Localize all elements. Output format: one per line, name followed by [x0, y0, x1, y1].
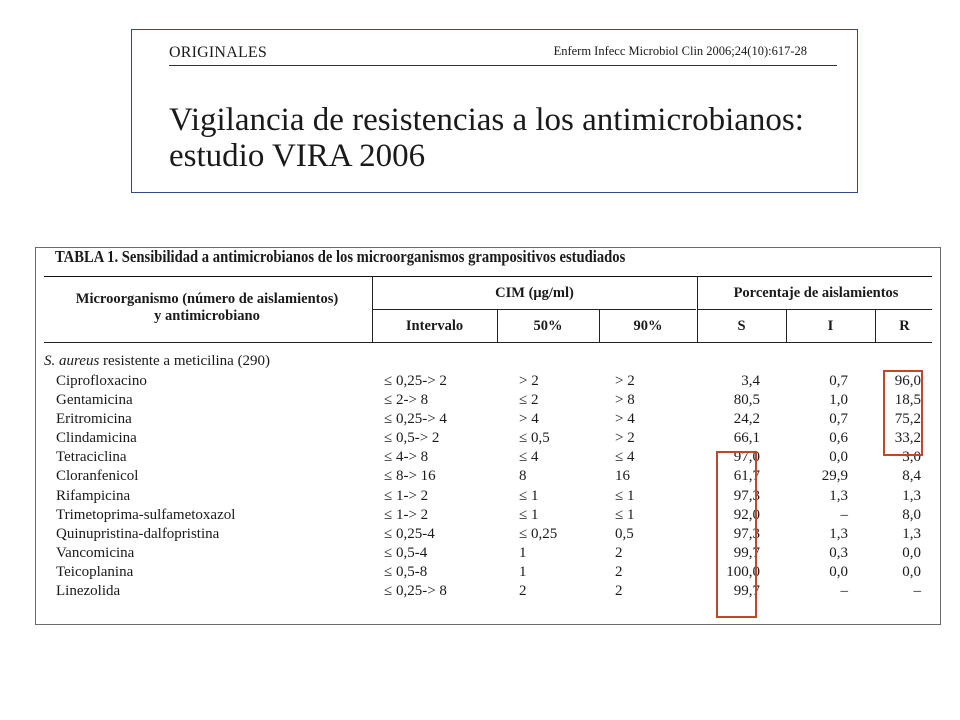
- pct-intermediate: –: [840, 583, 848, 600]
- antimicrobial-name: Rifampicina: [56, 487, 131, 504]
- pct-resistant: 0,0: [902, 563, 921, 580]
- table-row: [36, 582, 940, 601]
- pct-intermediate: 0,7: [829, 373, 848, 389]
- cim-50: 1: [519, 544, 527, 561]
- pct-susceptible: 61,7: [733, 468, 760, 485]
- antimicrobial-name: Clindamicina: [56, 430, 137, 447]
- pct-intermediate: 1,3: [829, 487, 848, 504]
- cim-90: 2: [615, 563, 623, 580]
- cim-interval: ≤ 0,5-8: [384, 563, 428, 580]
- cim-interval: ≤ 0,5-4: [384, 544, 428, 561]
- antimicrobial-name: Linezolida: [56, 583, 121, 600]
- pct-susceptible: 100,0: [726, 563, 760, 580]
- cim-50: ≤ 1: [519, 506, 539, 523]
- antimicrobial-name: Quinupristina-dalfopristina: [56, 525, 220, 542]
- pct-resistant: 1,3: [902, 487, 921, 504]
- col-header-organism-line2: y antimicrobiano: [154, 308, 260, 324]
- antimicrobial-name: Gentamicina: [56, 392, 133, 409]
- table-body: [36, 372, 940, 601]
- pct-susceptible: 97,3: [733, 525, 760, 542]
- col-header-90: 90%: [633, 318, 663, 334]
- antimicrobial-name: Vancomicina: [56, 544, 135, 561]
- antimicrobial-name: Cloranfenicol: [56, 468, 139, 485]
- pct-intermediate: 0,3: [829, 544, 848, 561]
- cim-interval: ≤ 0,25-> 2: [384, 373, 447, 389]
- article-title: [169, 102, 849, 174]
- table-row: [36, 487, 940, 506]
- table-row: [36, 544, 940, 563]
- header-bottom-rule: [44, 342, 932, 343]
- table-row: [36, 563, 940, 582]
- pct-resistant: –: [913, 583, 921, 600]
- table-row: [36, 429, 940, 448]
- cim-90: 0,5: [615, 525, 634, 542]
- col-header-cim: CIM (μg/ml): [495, 285, 574, 301]
- pct-resistant: 33,2: [894, 430, 921, 447]
- col-header-r: R: [899, 318, 910, 334]
- pct-intermediate: –: [840, 506, 848, 523]
- table-top-rule: [44, 276, 932, 277]
- pct-intermediate: 1,0: [829, 392, 848, 409]
- table-caption-label: TABLA 1.: [55, 247, 119, 266]
- cim-50: ≤ 2: [519, 392, 539, 409]
- pct-susceptible: 3,4: [741, 373, 760, 389]
- pct-susceptible: 97,0: [733, 449, 760, 466]
- antimicrobial-name: Tetraciclina: [56, 449, 127, 466]
- section-label: ORIGINALES: [169, 44, 267, 61]
- pct-intermediate: 0,0: [829, 563, 848, 580]
- pct-resistant: 75,2: [894, 411, 921, 428]
- journal-citation: Enferm Infecc Microbiol Clin 2006;24(10):617-28: [553, 44, 807, 58]
- cim-interval: ≤ 1-> 2: [384, 487, 429, 504]
- pct-group-rule: [698, 309, 932, 310]
- cim-interval: ≤ 0,25-4: [384, 525, 435, 542]
- pct-resistant: 18,5: [894, 392, 921, 409]
- antimicrobial-name: Teicoplanina: [56, 563, 134, 580]
- pct-resistant: 0,0: [902, 544, 921, 561]
- antimicrobial-name: Eritromicina: [56, 411, 132, 428]
- pct-resistant: 8,4: [902, 468, 921, 485]
- susceptibility-table: [35, 247, 941, 625]
- table-row: [36, 525, 940, 544]
- cim-90: 16: [615, 468, 630, 485]
- table-row: [36, 372, 940, 391]
- pct-intermediate: 1,3: [829, 525, 848, 542]
- cim-50: ≤ 0,5: [519, 430, 550, 447]
- cim-90: > 4: [615, 411, 635, 428]
- pct-resistant: 3,0: [902, 449, 921, 466]
- cim-interval: ≤ 4-> 8: [384, 449, 429, 466]
- table-caption-text: Sensibilidad a antimicrobianos de los microorganismos grampositivos estudiados: [121, 247, 626, 266]
- cim-interval: ≤ 0,25-> 8: [384, 583, 447, 600]
- cim-50: ≤ 0,25: [519, 525, 558, 542]
- cim-90: 2: [615, 544, 623, 561]
- col-header-organism-line1: Microorganismo (número de aislamientos): [75, 291, 339, 307]
- cim-90: > 8: [615, 392, 635, 409]
- cim-50: > 4: [519, 411, 539, 428]
- title-line-1: Vigilancia de resistencias a los antimicrobianos:: [169, 102, 804, 138]
- table-row: [36, 448, 940, 467]
- cim-90: > 2: [615, 430, 635, 447]
- table-row: [36, 506, 940, 525]
- cim-90: 2: [615, 583, 623, 600]
- cim-50: > 2: [519, 373, 539, 389]
- header-divider: [169, 65, 837, 66]
- organism-group-title: [44, 353, 270, 370]
- pct-susceptible: 92,0: [733, 506, 760, 523]
- col-header-organism: [44, 291, 370, 325]
- antimicrobial-name: Trimetoprima-sulfametoxazol: [56, 506, 236, 523]
- pct-susceptible: 66,1: [733, 430, 760, 447]
- cim-90: > 2: [615, 373, 635, 389]
- pct-susceptible: 24,2: [733, 411, 760, 428]
- pct-intermediate: 29,9: [821, 468, 848, 485]
- cim-50: 2: [519, 583, 527, 600]
- pct-susceptible: 99,7: [733, 583, 760, 600]
- pct-resistant: 8,0: [902, 506, 921, 523]
- highlight-resistance-column: [883, 370, 923, 456]
- antimicrobial-name: Ciprofloxacino: [56, 373, 147, 389]
- organism-name: S. aureus: [44, 353, 100, 369]
- highlight-susceptible-column: [716, 451, 757, 618]
- cim-90: ≤ 1: [615, 487, 635, 504]
- organism-group-detail: resistente a meticilina (290): [99, 353, 271, 369]
- cim-interval: ≤ 2-> 8: [384, 392, 429, 409]
- cim-50: ≤ 1: [519, 487, 539, 504]
- cim-group-rule: [372, 309, 696, 310]
- pct-intermediate: 0,7: [829, 411, 848, 428]
- cim-90: ≤ 1: [615, 506, 635, 523]
- pct-susceptible: 80,5: [733, 392, 760, 409]
- table-caption: [55, 247, 625, 267]
- cim-interval: ≤ 8-> 16: [384, 468, 436, 485]
- table-row: [36, 467, 940, 486]
- table-row: [36, 391, 940, 410]
- col-header-percentage: Porcentaje de aislamientos: [733, 285, 899, 301]
- title-line-2: estudio VIRA 2006: [169, 138, 426, 174]
- pct-susceptible: 99,7: [733, 544, 760, 561]
- pct-intermediate: 0,0: [829, 449, 848, 466]
- col-header-50: 50%: [533, 318, 563, 334]
- pct-susceptible: 97,3: [733, 487, 760, 504]
- pct-resistant: 96,0: [894, 373, 921, 389]
- col-header-i: I: [827, 318, 834, 334]
- cim-50: ≤ 4: [519, 449, 539, 466]
- cim-interval: ≤ 0,5-> 2: [384, 430, 440, 447]
- col-header-interval: Intervalo: [405, 318, 464, 334]
- cim-interval: ≤ 0,25-> 4: [384, 411, 447, 428]
- cim-interval: ≤ 1-> 2: [384, 506, 429, 523]
- pct-resistant: 1,3: [902, 525, 921, 542]
- article-header: [131, 29, 858, 193]
- cim-50: 1: [519, 563, 527, 580]
- cim-90: ≤ 4: [615, 449, 635, 466]
- col-header-s: S: [737, 318, 746, 334]
- cim-50: 8: [519, 468, 527, 485]
- pct-intermediate: 0,6: [829, 430, 848, 447]
- table-row: [36, 410, 940, 429]
